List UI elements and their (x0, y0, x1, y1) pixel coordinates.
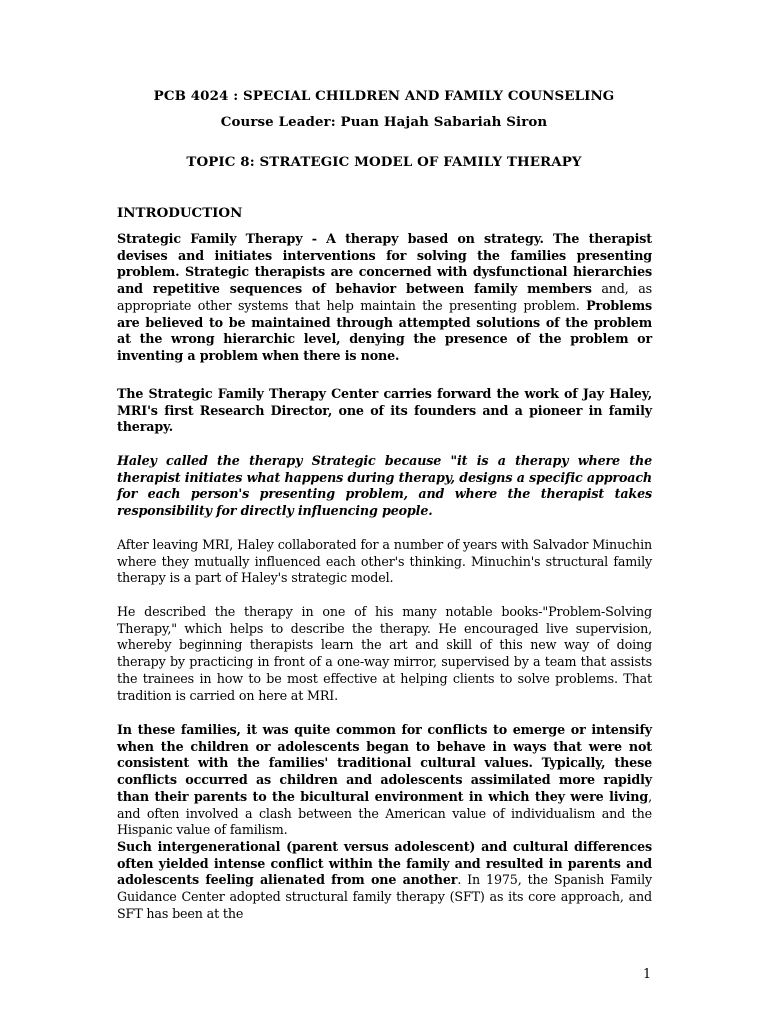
paragraph-minuchin (117, 537, 652, 587)
p1-normal-text: and, as appropriate other systems that help maintain the presenting problem. (117, 281, 652, 313)
p1-bold-problems: Problems are believed to be maintained through attempted solutions of the problem at the wrong hierarchic level, denying the presence of the problem or inventing a problem when there is none. (117, 297, 652, 363)
topic-title: TOPIC 8: STRATEGIC MODEL OF FAMILY THERAPY (186, 154, 582, 170)
paragraph-strategic-family-therapy (117, 231, 652, 365)
p1-bold-definition: Strategic Family Therapy - A therapy based on strategy. The therapist devises and initiates interventions for solving the families presenting problem. Strategic therapists are concerned with dysfunctional hierarchies and repetitive sequences of behavior between family members (117, 231, 652, 297)
page-number: 1 (643, 966, 652, 981)
p3-bold-italic-text: Haley called the therapy Strategic because "it is a therapy where the therapist initiates what happens during therapy, designs a specific approach for each person's presenting problem, and where the therapist takes responsibility for directly influencing people. (117, 453, 652, 519)
paragraph-problem-solving-therapy (117, 604, 652, 704)
p6-normal-text: , and often involved a clash between the American value of individualism and the Hispanic value of familism. (117, 788, 652, 838)
paragraph-family-conflicts (117, 722, 652, 839)
section-heading-introduction: INTRODUCTION (117, 205, 243, 221)
paragraph-haley-quote (117, 453, 652, 520)
p5-text: He described the therapy in one of his many notable books-"Problem-Solving Therapy," which helps to describe the therapy. He encouraged live supervision, whereby beginning therapists learn the art and skill of this new way of doing therapy by practicing in front of a one-way mirror, supervised by a team that assists the trainees in how to be most effective at helping clients to solve problems. That tradition is carried on here at MRI. (117, 604, 652, 703)
p2-bold-text: The Strategic Family Therapy Center carries forward the work of Jay Haley, MRI's first Research Director, one of its founders and a pioneer in family therapy. (117, 386, 652, 435)
p4-text: After leaving MRI, Haley collaborated for a number of years with Salvador Minuchin where they mutually influenced each other's thinking. Minuchin's structural family therapy is a part of Haley's strategic model. (117, 537, 652, 586)
paragraph-intergenerational (117, 839, 652, 923)
course-leader: Course Leader: Puan Hajah Sabariah Siron (220, 114, 548, 130)
course-title: PCB 4024 : SPECIAL CHILDREN AND FAMILY COUNSELING (153, 88, 615, 104)
p6-bold-text: In these families, it was quite common for conflicts to emerge or intensify when the children or adolescents began to behave in ways that were not consistent with the families' traditional cultural values. Typically, these conflicts occurred as children and adolescents assimilated more rapidly than their parents to the bicultural environment in which they were living (117, 722, 652, 804)
p7-bold-text: Such intergenerational (parent versus adolescent) and cultural differences often yielded intense conflict within the family and resulted in parents and adolescents feeling alienated from one another (117, 839, 652, 888)
paragraph-strategic-center (117, 386, 652, 436)
p7-normal-text: . In 1975, the Spanish Family Guidance Center adopted structural family therapy (SFT) as its core approach, and SFT has been at the (117, 872, 652, 921)
